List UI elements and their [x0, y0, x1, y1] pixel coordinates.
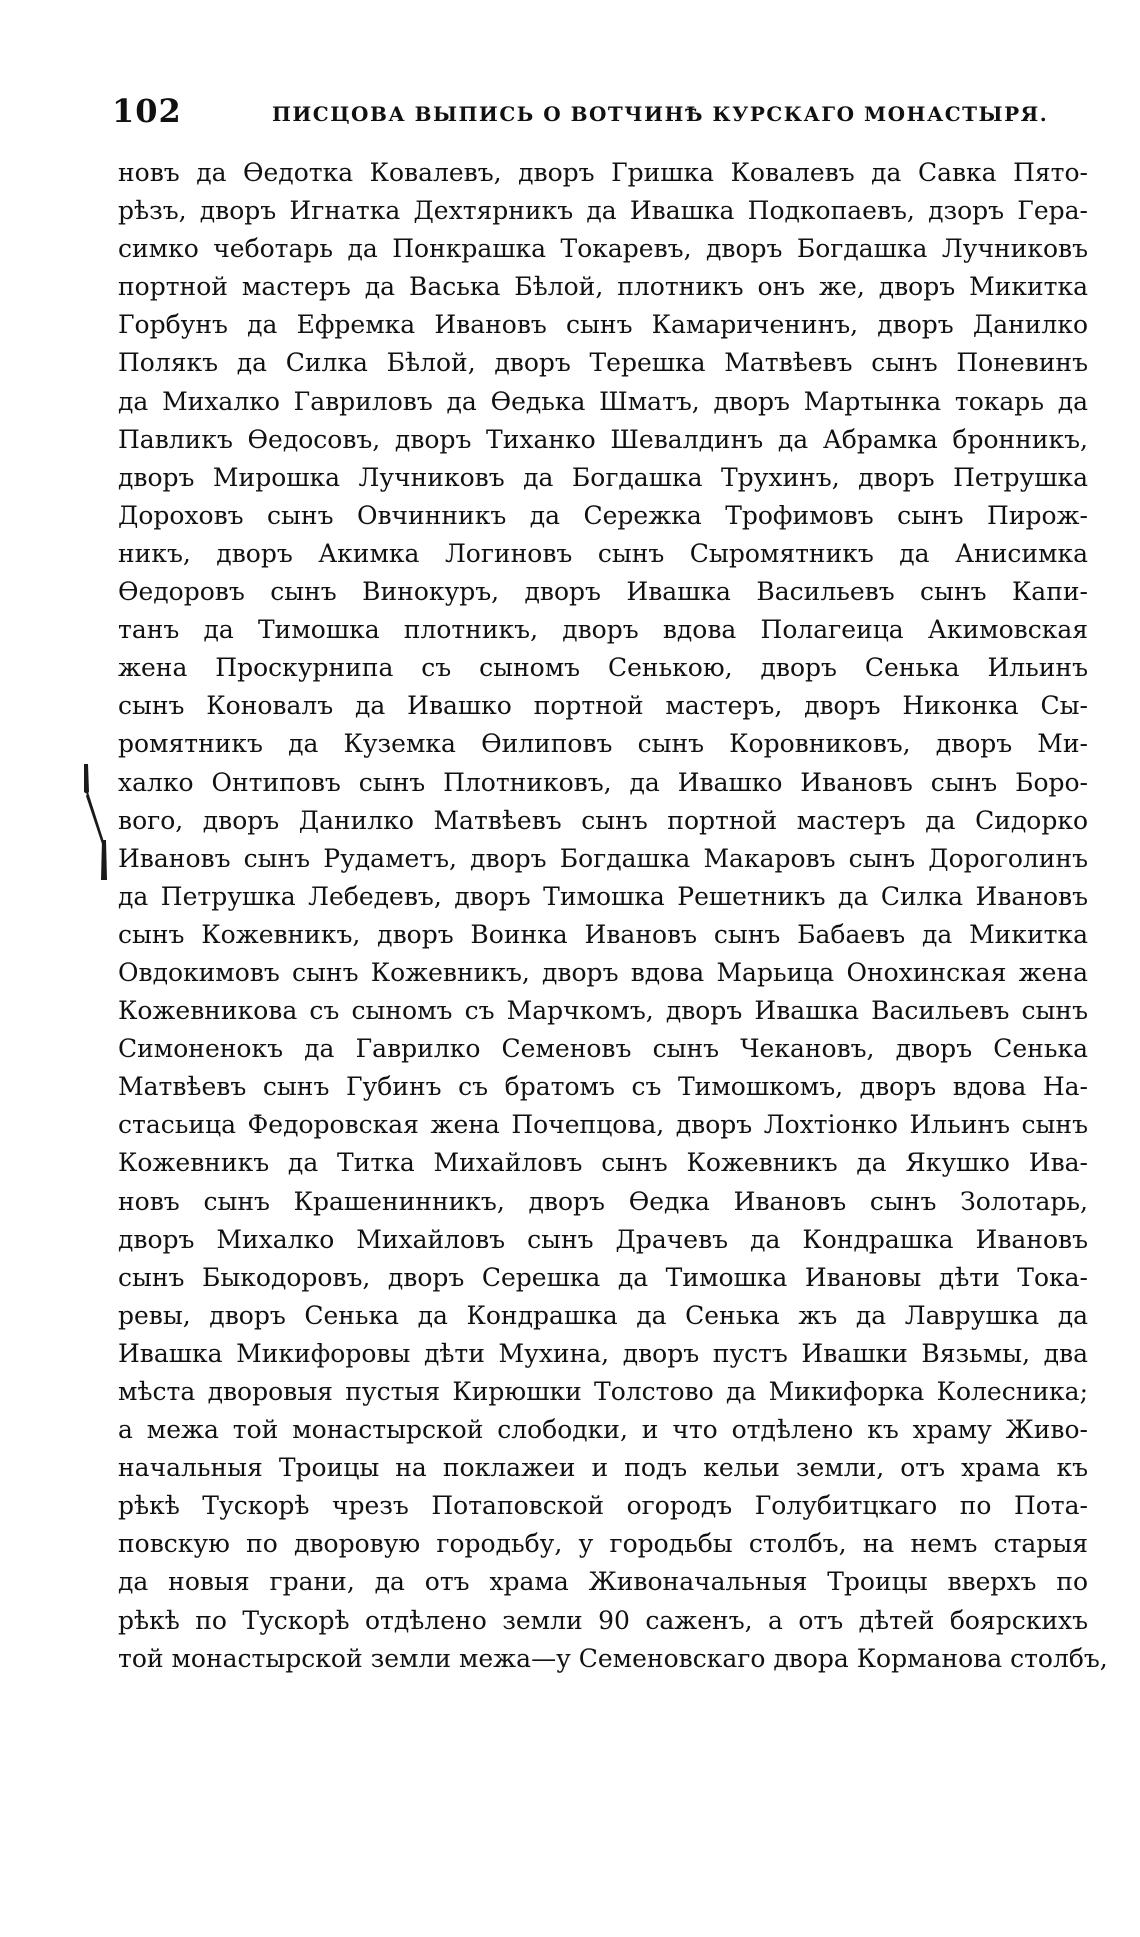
text-line: симко чеботарь да Понкрашка Токаревъ, дворъ Богдашка Лучниковъ — [118, 234, 1088, 264]
text-line: рѣзъ, дворъ Игнатка Дехтярникъ да Ивашка Подкопаевъ, дзоръ Гера- — [118, 196, 1088, 226]
text-line: да Михалко Гавриловъ да Ѳедька Шматъ, дворъ Мартынка токарь да — [118, 386, 1088, 416]
text-line: жена Проскурнипа съ сыномъ Сенькою, дворъ Сенька Ильинъ — [118, 653, 1088, 683]
text-line: той монастырской земли межа—у Семеновскаго двора Корманова столбъ, — [118, 1643, 1108, 1673]
text-line: портной мастеръ да Васька Бѣлой, плотникъ онъ же, дворъ Микитка — [118, 272, 1088, 302]
text-line: Кожевникъ да Титка Михайловъ сынъ Кожевникъ да Якушко Ива- — [118, 1148, 1088, 1178]
text-line: вого, дворъ Данилко Матвѣевъ сынъ портной мастеръ да Сидорко — [118, 805, 1088, 835]
text-line: Ивашка Микифоровы дѣти Мухина, дворъ пустъ Ивашки Вязьмы, два — [118, 1338, 1088, 1368]
text-line: сынъ Быкодоровъ, дворъ Серешка да Тимошка Ивановы дѣти Тока- — [118, 1262, 1088, 1292]
text-line: халко Онтиповъ сынъ Плотниковъ, да Ивашко Ивановъ сынъ Боро- — [118, 767, 1088, 797]
text-line: Горбунъ да Ефремка Ивановъ сынъ Камариченинъ, дворъ Данилко — [118, 310, 1088, 340]
text-line: дворъ Михалко Михайловъ сынъ Драчевъ да Кондрашка Ивановъ — [118, 1224, 1088, 1254]
text-line: Симоненокъ да Гаврилко Семеновъ сынъ Чекановъ, дворъ Сенька — [118, 1034, 1088, 1064]
text-line: да Петрушка Лебедевъ, дворъ Тимошка Решетникъ да Силка Ивановъ — [118, 881, 1088, 911]
text-line: танъ да Тимошка плотникъ, дворъ вдова Полагеица Акимовская — [118, 615, 1088, 645]
text-line: дворъ Мирошка Лучниковъ да Богдашка Трухинъ, дворъ Петрушка — [118, 462, 1088, 492]
text-line: Ивановъ сынъ Рудаметъ, дворъ Богдашка Макаровъ сынъ Дороголинъ — [118, 843, 1088, 873]
text-line: да новыя грани, да отъ храма Живоначальныя Троицы вверхъ по — [118, 1567, 1088, 1597]
text-line: стасьица Федоровская жена Почепцова, дворъ Лохтіонко Ильинъ сынъ — [118, 1110, 1088, 1140]
text-line: сынъ Коновалъ да Ивашко портной мастеръ, дворъ Никонка Сы- — [118, 691, 1088, 721]
text-line: Ѳедоровъ сынъ Винокуръ, дворъ Ивашка Васильевъ сынъ Капи- — [118, 577, 1088, 607]
text-line: новъ да Ѳедотка Ковалевъ, дворъ Гришка Ковалевъ да Савка Пято- — [118, 158, 1088, 187]
text-line: рѣкѣ Тускорѣ чрезъ Потаповской огородъ Голубитцкаго по Пота- — [118, 1491, 1088, 1521]
text-line: Кожевникова съ сыномъ съ Марчкомъ, дворъ Ивашка Васильевъ сынъ — [118, 996, 1088, 1026]
text-line: новъ сынъ Крашенинникъ, дворъ Ѳедка Ивановъ сынъ Золотарь, — [118, 1186, 1088, 1216]
page-number: 102 — [112, 92, 182, 130]
body-text — [118, 154, 1108, 1678]
text-line: ромятникъ да Куземка Ѳилиповъ сынъ Коровниковъ, дворъ Ми- — [118, 729, 1088, 759]
running-title: ПИСЦОВА ВЫПИСЬ О ВОТЧИНѢ КУРСКАГО МОНАСТЫРЯ. — [272, 102, 1049, 126]
text-line: Павликъ Ѳедосовъ, дворъ Тиханко Шевалдинъ да Абрамка бронникъ, — [118, 424, 1088, 454]
text-line: рѣкѣ по Тускорѣ отдѣлено земли 90 саженъ, а отъ дѣтей боярскихъ — [118, 1605, 1088, 1635]
text-line: Матвѣевъ сынъ Губинъ съ братомъ съ Тимошкомъ, дворъ вдова На- — [118, 1072, 1088, 1102]
text-line: начальныя Троицы на поклажеи и подъ кельи земли, отъ храма къ — [118, 1453, 1088, 1483]
page-header — [112, 92, 1092, 132]
text-line: сынъ Кожевникъ, дворъ Воинка Ивановъ сынъ Бабаевъ да Микитка — [118, 919, 1088, 949]
text-line: Дороховъ сынъ Овчинникъ да Сережка Трофимовъ сынъ Пирож- — [118, 500, 1088, 530]
text-line: Полякъ да Силка Бѣлой, дворъ Терешка Матвѣевъ сынъ Поневинъ — [118, 348, 1088, 378]
text-line: ревы, дворъ Сенька да Кондрашка да Сенька жъ да Лаврушка да — [118, 1300, 1088, 1330]
text-line: никъ, дворъ Акимка Логиновъ сынъ Сыромятникъ да Анисимка — [118, 538, 1088, 568]
text-line: мѣста дворовыя пустыя Кирюшки Толстово да Микифорка Колесника; — [118, 1377, 1088, 1406]
margin-ink-mark — [78, 762, 118, 882]
text-line: повскую по дворовую городьбу, у городьбы столбъ, на немъ старыя — [118, 1529, 1088, 1559]
text-line: Овдокимовъ сынъ Кожевникъ, дворъ вдова Марьица Онохинская жена — [118, 957, 1088, 987]
text-line: а межа той монастырской слободки, и что отдѣлено къ храму Живо- — [118, 1415, 1088, 1445]
